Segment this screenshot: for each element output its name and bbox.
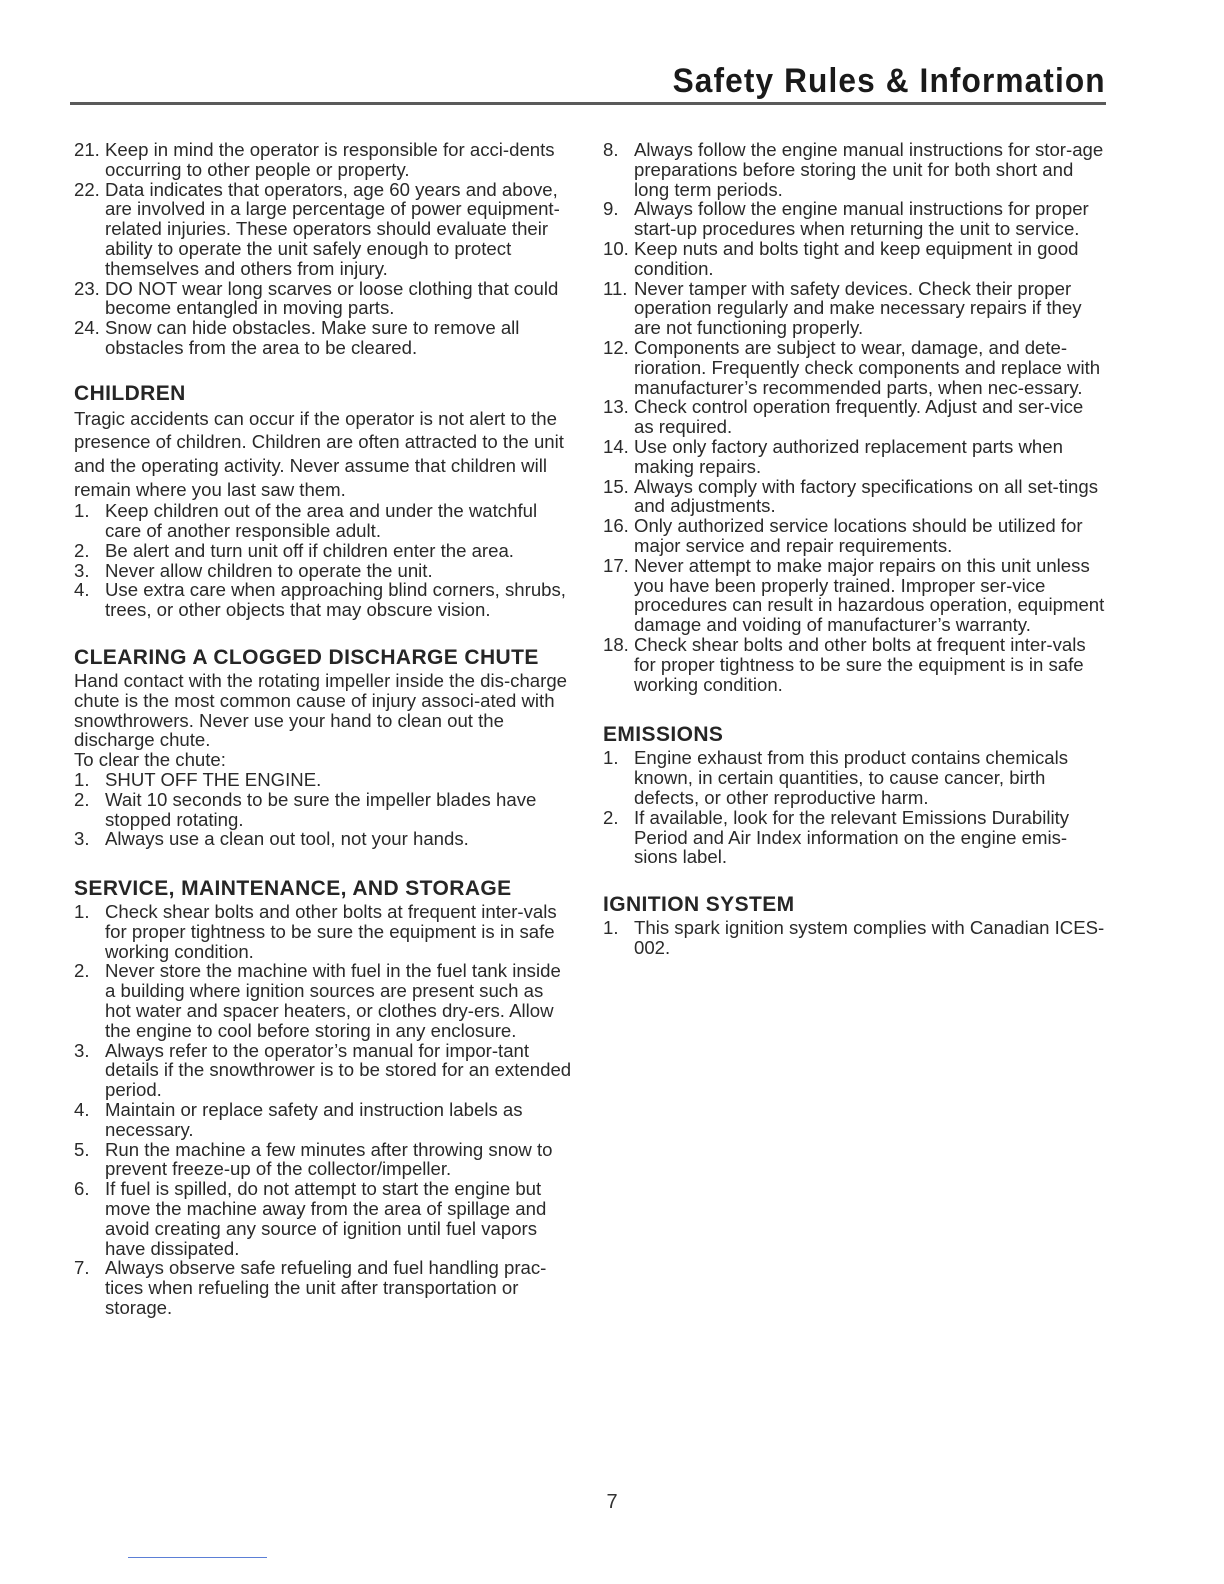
left-column — [74, 140, 574, 1318]
service-heading: SERVICE, MAINTENANCE, AND STORAGE — [74, 877, 512, 901]
clearing-list — [74, 770, 574, 849]
list-item: 2. Be alert and turn unit off if children enter the area. — [74, 539, 514, 561]
list-item: 10. Keep nuts and bolts tight and keep equipment in good condition. — [603, 237, 1079, 279]
children-list — [74, 501, 574, 620]
list-item: 8. Always follow the engine manual instructions for stor-age preparations before storing the unit for both short and long term periods. — [603, 139, 1104, 200]
list-item: 23. DO NOT wear long scarves or loose clothing that could become entangled in moving parts. — [74, 277, 559, 319]
footer-link-underline — [128, 1557, 267, 1558]
list-item: 5. Run the machine a few minutes after throwing snow to prevent freeze-up of the collector/impeller. — [74, 1138, 553, 1180]
list-item: 21. Keep in mind the operator is responsible for acci-dents occurring to other people or property. — [74, 139, 555, 180]
service-list — [74, 902, 574, 1318]
list-item: 16. Only authorized service locations should be utilized for major service and repair requirements. — [603, 515, 1083, 556]
list-item: 22. Data indicates that operators, age 60 years and above, are involved in a large percentage of power equipment-related injuries. These operators should evaluate their ability to operate the unit safely enough to protect themselves and others from injury. — [74, 178, 560, 279]
page-number: 7 — [606, 1491, 618, 1513]
service-continued-list — [603, 140, 1108, 694]
list-item: 2. Wait 10 seconds to be sure the impeller blades have stopped rotating. — [74, 788, 537, 830]
list-item: 13. Check control operation frequently. Adjust and ser-vice as required. — [603, 396, 1084, 438]
list-item: 15. Always comply with factory specifications on all set-tings and adjustments. — [603, 475, 1098, 517]
list-item: 3. Never allow children to operate the unit. — [74, 559, 433, 581]
list-item: 12. Components are subject to wear, damage, and dete-rioration. Frequently check components and replace with manufacturer’s recommended parts, when nec-essary. — [603, 336, 1101, 398]
list-item: 24. Snow can hide obstacles. Make sure to remove all obstacles from the area to be cleared. — [74, 317, 520, 358]
page-title: Safety Rules & Information — [672, 62, 1106, 100]
list-item: 1. SHUT OFF THE ENGINE. — [74, 768, 322, 790]
list-item: 9. Always follow the engine manual instructions for proper start-up procedures when returning the unit to service. — [603, 198, 1089, 240]
list-item: 1. Engine exhaust from this product contains chemicals known, in certain quantities, to cause cancer, birth defects, or other reproductive harm. — [603, 747, 1069, 808]
right-column — [603, 140, 1108, 958]
list-item: 3. Always refer to the operator’s manual for impor-tant details if the snowthrower is to be stored for an extended period. — [74, 1039, 572, 1101]
list-item: 4. Use extra care when approaching blind corners, shrubs, trees, or other objects that may obscure vision. — [74, 579, 566, 621]
list-item: 17. Never attempt to make major repairs on this unit unless you have been properly trained. Improper ser-vice procedures can result in hazardous operation, equipment damage and voiding of manufacturer’s warranty. — [603, 554, 1105, 636]
list-item: 1. This spark ignition system complies with Canadian ICES-002. — [603, 917, 1105, 958]
clearing-paragraph: Hand contact with the rotating impeller inside the dis-charge chute is the most common cause of injury associ-ated with snowthrowers. Never use your hand to clean out the discharge chute. — [74, 669, 567, 751]
list-item: 2. Never store the machine with fuel in the fuel tank inside a building where ignition sources are present such as hot water and spacer heaters, or clothes dry-ers. Allow the engine to cool before storing in any enclosure. — [74, 960, 561, 1041]
emissions-list — [603, 748, 1108, 867]
clearing-subparagraph: To clear the chute: — [74, 749, 226, 771]
header-rule — [70, 102, 1106, 105]
list-item: 1. Keep children out of the area and under the watchful care of another responsible adult. — [74, 500, 538, 541]
list-item: 7. Always observe safe refueling and fuel handling prac-tices when refueling the unit after transportation or storage. — [74, 1257, 547, 1319]
ignition-heading: IGNITION SYSTEM — [603, 893, 795, 917]
intro-list — [74, 140, 574, 358]
list-item: 4. Maintain or replace safety and instruction labels as necessary. — [74, 1099, 523, 1140]
children-paragraph: Tragic accidents can occur if the operator is not alert to the presence of children. Children are often attracted to the unit and the operating activity. Never assume that children will remain where you last saw them. — [74, 407, 564, 500]
ignition-list — [603, 918, 1108, 958]
list-item: 18. Check shear bolts and other bolts at frequent inter-vals for proper tightness to be sure the equipment is in safe working condition. — [603, 633, 1086, 695]
children-heading: CHILDREN — [74, 381, 186, 405]
list-item: 11. Never tamper with safety devices. Check their proper operation regularly and make necessary repairs if they are not functioning properly. — [603, 277, 1082, 339]
list-item: 1. Check shear bolts and other bolts at frequent inter-vals for proper tightness to be sure the equipment is in safe working condition. — [74, 901, 557, 962]
list-item: 2. If available, look for the relevant Emissions Durability Period and Air Index information on the engine emis-sions label. — [603, 806, 1070, 868]
list-item: 6. If fuel is spilled, do not attempt to start the engine but move the machine away from the area of spillage and avoid creating any source of ignition until fuel vapors have dissipated. — [74, 1178, 547, 1259]
emissions-heading: EMISSIONS — [603, 723, 724, 747]
clearing-heading: CLEARING A CLOGGED DISCHARGE CHUTE — [74, 645, 539, 669]
list-item: 3. Always use a clean out tool, not your hands. — [74, 828, 469, 850]
list-item: 14. Use only factory authorized replacement parts when making repairs. — [603, 435, 1063, 477]
